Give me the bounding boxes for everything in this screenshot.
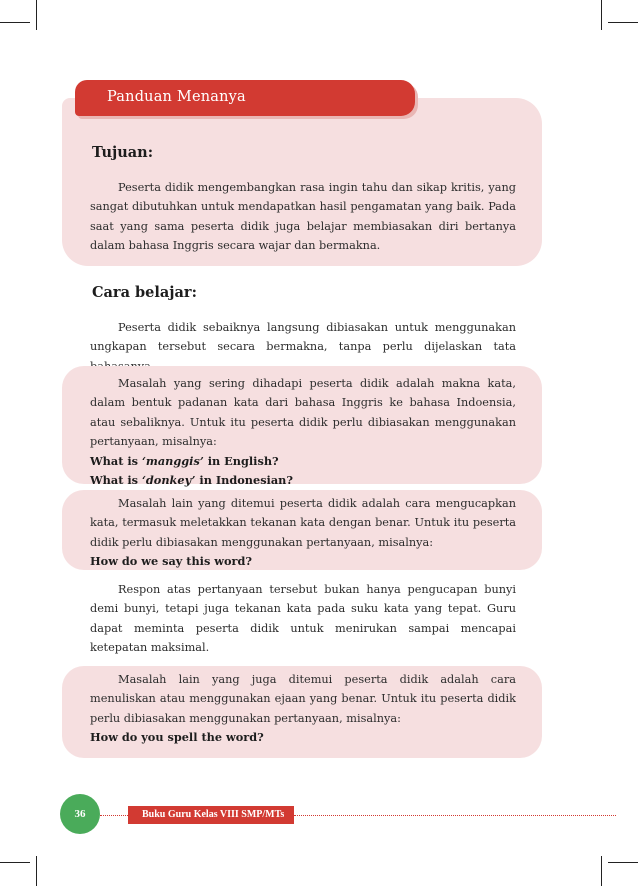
question-spell-word: How do you spell the word? xyxy=(90,730,264,745)
crop-mark xyxy=(601,856,602,886)
crop-mark xyxy=(601,0,602,30)
tujuan-heading: Tujuan: xyxy=(92,144,154,161)
crop-mark xyxy=(0,862,30,863)
question-say-word: How do we say this word? xyxy=(90,554,253,569)
cara-belajar-p4: Respon atas pertanyaan tersebut bukan hanya pengucapan bunyi demi bunyi, tetapi juga tekanan kata pada suku kata yang tepat. Guru dapat meminta peserta didik untuk menirukan sampai mencapai ketepatan maksimal. xyxy=(90,583,516,655)
crop-mark xyxy=(36,0,37,30)
cara-belajar-p5: Masalah lain yang juga ditemui peserta didik adalah cara menuliskan atau menggunakan ejaan yang benar. Untuk itu peserta didik perlu dibiasakan menggunakan pertanyaan, misalnya: How do you spell the word? xyxy=(90,673,516,745)
book-title-label: Buku Guru Kelas VIII SMP/MTs xyxy=(128,806,294,824)
cara-belajar-p2: Masalah yang sering dihadapi peserta didik adalah makna kata, dalam bentuk padanan kata dari bahasa Inggris ke bahasa Indoensia, atau sebaliknya. Untuk itu peserta didik perlu dibiasakan menggunakan pertanyaan, misalnya: What is ‘manggis’ in English? What is ‘donkey’ in Indonesian? xyxy=(90,377,516,488)
cara-belajar-p1: Peserta didik sebaiknya langsung dibiasakan untuk menggunakan ungkapan tersebut secara bermakna, tanpa perlu dijelaskan tata xyxy=(90,321,516,354)
section-title: Panduan Menanya xyxy=(107,89,246,105)
crop-mark xyxy=(608,22,638,23)
section-header-tab xyxy=(75,80,415,116)
question-donkey: What is ‘donkey’ in Indonesian? xyxy=(90,473,293,488)
footer-dotted-rule xyxy=(294,815,616,816)
cara-belajar-heading: Cara belajar: xyxy=(92,284,197,301)
crop-mark xyxy=(36,856,37,886)
page-number-badge: 36 xyxy=(60,794,100,834)
tujuan-text: Peserta didik mengembangkan rasa ingin tahu dan sikap kritis, yang sangat dibutuhkan untuk mendapatkan hasil pengamatan yang baik. Pada saat yang sama peserta didik juga belajar membiasakan diri bertanya dalam bahasa Inggris secara wajar dan bermakna. xyxy=(90,181,516,253)
footer-dotted-rule xyxy=(100,815,128,816)
crop-mark xyxy=(608,862,638,863)
crop-mark xyxy=(0,22,30,23)
cara-belajar-p3: Masalah lain yang ditemui peserta didik adalah cara mengucapkan kata, termasuk meletakkan tekanan kata dengan benar. Untuk itu peserta didik perlu dibiasakan menggunakan pertanyaan, misalnya: How do we say this word? xyxy=(90,497,516,569)
question-manggis: What is ‘manggis’ in English? xyxy=(90,453,279,468)
